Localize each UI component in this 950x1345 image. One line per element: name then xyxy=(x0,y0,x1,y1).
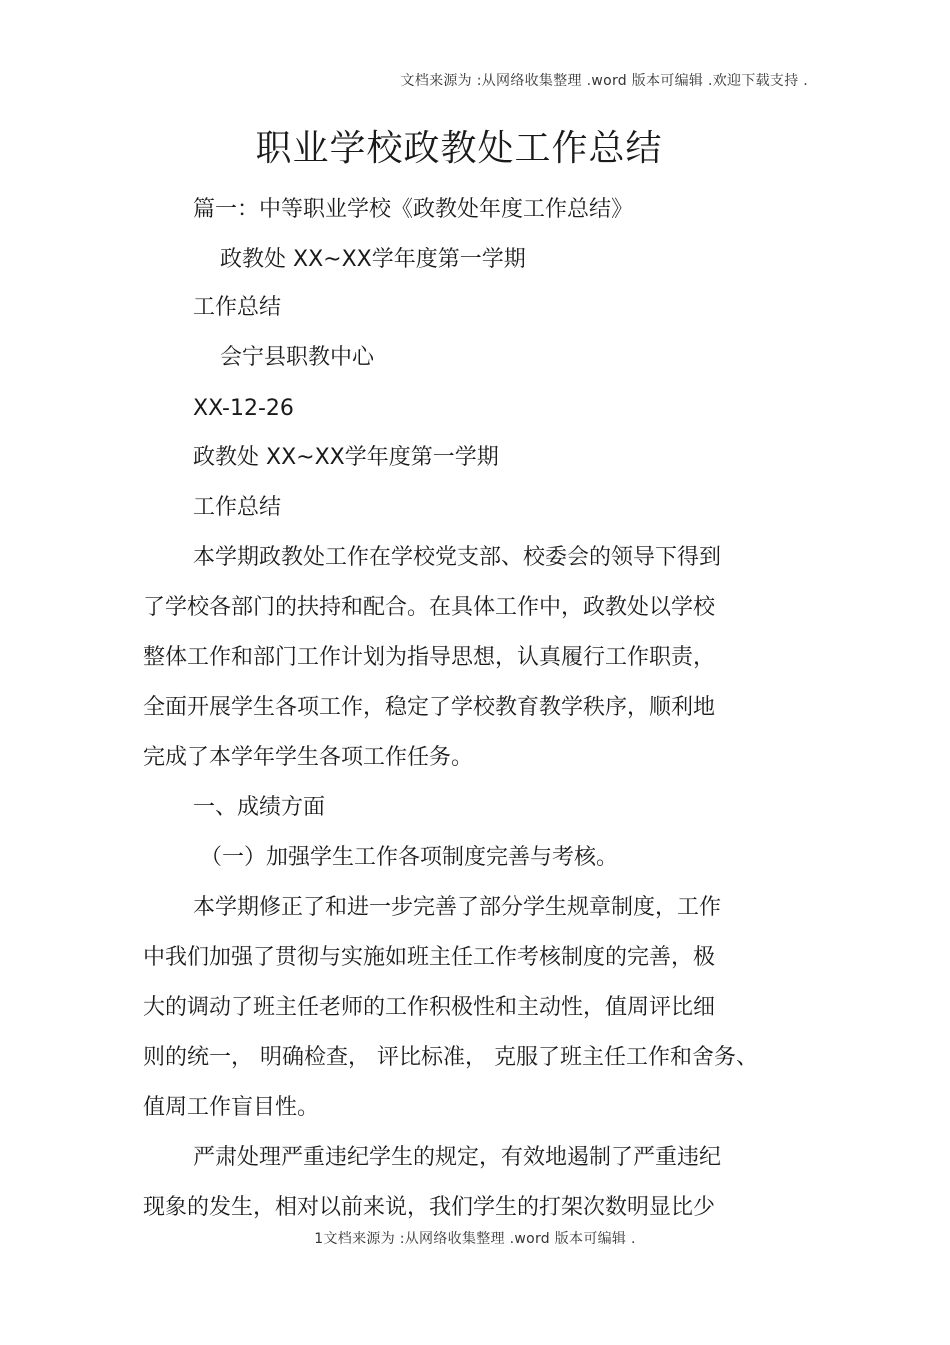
date-line: XX-12-26 xyxy=(193,396,294,421)
paragraph-line: 则的统一， 明确检查， 评比标准， 克服了班主任工作和舍务、 xyxy=(143,1045,758,1070)
paragraph-line: 严肃处理严重违纪学生的规定，有效地遏制了严重违纪 xyxy=(193,1145,722,1170)
subtitle-line: 工作总结 xyxy=(193,495,282,520)
subtitle-line: 政教处 XX~XX学年度第一学期 xyxy=(220,247,526,272)
paragraph-line: 本学期政教处工作在学校党支部、校委会的领导下得到 xyxy=(193,545,722,570)
section-heading: 一、成绩方面 xyxy=(193,795,326,820)
subsection-heading: （一）加强学生工作各项制度完善与考核。 xyxy=(200,845,619,870)
paragraph-line: 中我们加强了贯彻与实施如班主任工作考核制度的完善，极 xyxy=(143,945,716,970)
subtitle-line: 工作总结 xyxy=(193,295,282,320)
subtitle-line: 政教处 XX~XX学年度第一学期 xyxy=(193,445,499,470)
paragraph-line: 了学校各部门的扶持和配合。在具体工作中，政教处以学校 xyxy=(143,595,716,620)
footer-source-note: 1文档来源为 :从网络收集整理 .word 版本可编辑 . xyxy=(314,1231,636,1247)
document-title: 职业学校政教处工作总结 xyxy=(255,128,663,169)
header-source-note: 文档来源为 :从网络收集整理 .word 版本可编辑 .欢迎下载支持 . xyxy=(400,73,808,89)
paragraph-line: 整体工作和部门工作计划为指导思想，认真履行工作职责， xyxy=(143,645,716,670)
organization-line: 会宁县职教中心 xyxy=(220,345,375,370)
paragraph-line: 值周工作盲目性。 xyxy=(143,1095,320,1120)
paragraph-line: 大的调动了班主任老师的工作积极性和主动性，值周评比细 xyxy=(143,995,716,1020)
paragraph-line: 本学期修正了和进一步完善了部分学生规章制度，工作 xyxy=(193,895,722,920)
paragraph-line: 完成了本学年学生各项工作任务。 xyxy=(143,745,474,770)
paragraph-line: 全面开展学生各项工作，稳定了学校教育教学秩序，顺利地 xyxy=(143,695,716,720)
section-heading: 篇一：中等职业学校《政教处年度工作总结》 xyxy=(193,197,634,222)
paragraph-line: 现象的发生，相对以前来说，我们学生的打架次数明显比少 xyxy=(143,1195,716,1220)
